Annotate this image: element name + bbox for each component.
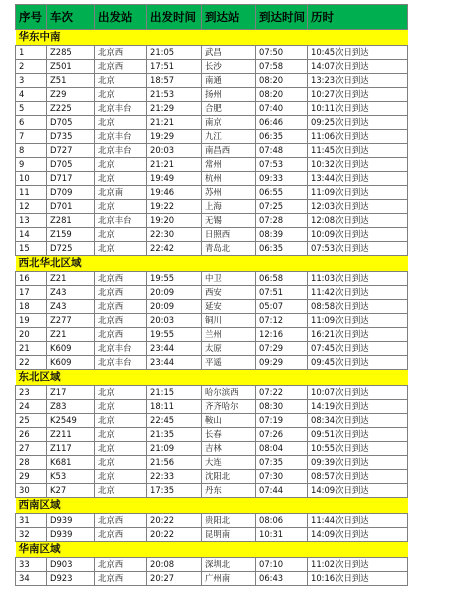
arrive-station: 常州 [202, 158, 256, 172]
arrive-station: 哈尔滨西 [202, 386, 256, 400]
table-row [16, 428, 408, 442]
row-index: 4 [16, 88, 47, 102]
duration: 08:34次日到达 [308, 414, 408, 428]
depart-station: 北京 [95, 470, 147, 484]
arrive-time: 06:35 [256, 130, 308, 144]
table-row [16, 144, 408, 158]
arrive-station: 苏州 [202, 186, 256, 200]
arrive-time: 07:48 [256, 144, 308, 158]
table-row [16, 130, 408, 144]
table-row [16, 228, 408, 242]
arrive-station: 九江 [202, 130, 256, 144]
row-index: 23 [16, 386, 47, 400]
arrive-station: 武昌 [202, 46, 256, 60]
depart-time: 21:53 [147, 88, 202, 102]
arrive-station: 大连 [202, 456, 256, 470]
table-row [16, 314, 408, 328]
depart-station: 北京西 [95, 272, 147, 286]
train-number: D903 [47, 558, 95, 572]
arrive-station: 沈阳北 [202, 470, 256, 484]
depart-station: 北京 [95, 172, 147, 186]
train-number: Z43 [47, 286, 95, 300]
train-number: Z159 [47, 228, 95, 242]
arrive-station: 太原 [202, 342, 256, 356]
row-index: 29 [16, 470, 47, 484]
depart-station: 北京 [95, 116, 147, 130]
arrive-station: 南京 [202, 116, 256, 130]
depart-station: 北京 [95, 400, 147, 414]
arrive-station: 青岛北 [202, 242, 256, 256]
row-index: 7 [16, 130, 47, 144]
depart-time: 22:33 [147, 470, 202, 484]
row-index: 21 [16, 342, 47, 356]
train-number: Z211 [47, 428, 95, 442]
arrive-station: 西安 [202, 286, 256, 300]
arrive-time: 07:50 [256, 46, 308, 60]
duration: 08:58次日到达 [308, 300, 408, 314]
arrive-time: 07:25 [256, 200, 308, 214]
arrive-station: 延安 [202, 300, 256, 314]
depart-time: 18:11 [147, 400, 202, 414]
duration: 12:08次日到达 [308, 214, 408, 228]
section-title: 西北华北区域 [16, 256, 408, 272]
depart-time: 20:03 [147, 144, 202, 158]
depart-time: 21:56 [147, 456, 202, 470]
train-number: K53 [47, 470, 95, 484]
row-index: 6 [16, 116, 47, 130]
row-index: 27 [16, 442, 47, 456]
arrive-time: 07:51 [256, 286, 308, 300]
train-number: K609 [47, 356, 95, 370]
depart-station: 北京西 [95, 528, 147, 542]
section-row [16, 370, 408, 386]
depart-station: 北京 [95, 414, 147, 428]
train-schedule-sheet [15, 4, 407, 586]
train-number: Z21 [47, 272, 95, 286]
depart-station: 北京 [95, 88, 147, 102]
table-row [16, 200, 408, 214]
arrive-time: 07:26 [256, 428, 308, 442]
table-row [16, 242, 408, 256]
depart-station: 北京 [95, 442, 147, 456]
arrive-time: 05:07 [256, 300, 308, 314]
depart-time: 23:44 [147, 356, 202, 370]
arrive-station: 铜川 [202, 314, 256, 328]
duration: 08:57次日到达 [308, 470, 408, 484]
duration: 10:27次日到达 [308, 88, 408, 102]
table-row [16, 400, 408, 414]
train-number: K681 [47, 456, 95, 470]
row-index: 22 [16, 356, 47, 370]
duration: 11:03次日到达 [308, 272, 408, 286]
row-index: 20 [16, 328, 47, 342]
row-index: 1 [16, 46, 47, 60]
header-arrive-time: 到达时间 [256, 5, 308, 30]
table-row [16, 46, 408, 60]
duration: 11:09次日到达 [308, 186, 408, 200]
section-title: 西南区域 [16, 498, 408, 514]
duration: 11:45次日到达 [308, 144, 408, 158]
table-row [16, 88, 408, 102]
train-number: Z17 [47, 386, 95, 400]
table-row [16, 158, 408, 172]
depart-station: 北京 [95, 228, 147, 242]
depart-time: 21:21 [147, 158, 202, 172]
train-number: Z285 [47, 46, 95, 60]
depart-station: 北京丰台 [95, 102, 147, 116]
arrive-time: 07:44 [256, 484, 308, 498]
table-row [16, 286, 408, 300]
train-number: D709 [47, 186, 95, 200]
section-title: 华南区域 [16, 542, 408, 558]
table-row [16, 214, 408, 228]
depart-station: 北京西 [95, 314, 147, 328]
depart-time: 22:30 [147, 228, 202, 242]
depart-time: 20:09 [147, 300, 202, 314]
depart-station: 北京西 [95, 328, 147, 342]
duration: 11:06次日到达 [308, 130, 408, 144]
train-number: K2549 [47, 414, 95, 428]
depart-time: 18:57 [147, 74, 202, 88]
train-number: Z225 [47, 102, 95, 116]
train-number: D735 [47, 130, 95, 144]
row-index: 30 [16, 484, 47, 498]
row-index: 15 [16, 242, 47, 256]
train-number: D939 [47, 528, 95, 542]
depart-time: 20:09 [147, 286, 202, 300]
row-index: 17 [16, 286, 47, 300]
header-index: 序号 [16, 5, 47, 30]
arrive-time: 07:22 [256, 386, 308, 400]
depart-time: 20:27 [147, 572, 202, 586]
arrive-station: 吉林 [202, 442, 256, 456]
table-row [16, 514, 408, 528]
arrive-station: 平遥 [202, 356, 256, 370]
depart-station: 北京 [95, 158, 147, 172]
depart-station: 北京西 [95, 572, 147, 586]
table-row [16, 74, 408, 88]
duration: 09:25次日到达 [308, 116, 408, 130]
depart-station: 北京西 [95, 286, 147, 300]
arrive-time: 08:06 [256, 514, 308, 528]
arrive-station: 合肥 [202, 102, 256, 116]
depart-station: 北京南 [95, 186, 147, 200]
arrive-station: 广州南 [202, 572, 256, 586]
arrive-time: 06:58 [256, 272, 308, 286]
depart-time: 20:22 [147, 528, 202, 542]
row-index: 14 [16, 228, 47, 242]
depart-station: 北京丰台 [95, 144, 147, 158]
depart-time: 19:20 [147, 214, 202, 228]
depart-station: 北京西 [95, 60, 147, 74]
duration: 09:51次日到达 [308, 428, 408, 442]
train-number: Z51 [47, 74, 95, 88]
depart-station: 北京 [95, 456, 147, 470]
train-number: D939 [47, 514, 95, 528]
depart-time: 20:22 [147, 514, 202, 528]
row-index: 12 [16, 200, 47, 214]
row-index: 11 [16, 186, 47, 200]
arrive-station: 南通 [202, 74, 256, 88]
depart-time: 23:44 [147, 342, 202, 356]
row-index: 13 [16, 214, 47, 228]
duration: 14:09次日到达 [308, 528, 408, 542]
header-duration: 历时 [308, 5, 408, 30]
row-index: 28 [16, 456, 47, 470]
arrive-station: 杭州 [202, 172, 256, 186]
depart-time: 22:42 [147, 242, 202, 256]
arrive-station: 上海 [202, 200, 256, 214]
arrive-station: 长沙 [202, 60, 256, 74]
depart-station: 北京 [95, 386, 147, 400]
arrive-station: 齐齐哈尔 [202, 400, 256, 414]
depart-time: 21:29 [147, 102, 202, 116]
duration: 07:53次日到达 [308, 242, 408, 256]
header-train: 车次 [47, 5, 95, 30]
train-number: D923 [47, 572, 95, 586]
train-number: K27 [47, 484, 95, 498]
depart-time: 20:03 [147, 314, 202, 328]
train-number: D705 [47, 158, 95, 172]
table-row [16, 572, 408, 586]
arrive-time: 10:31 [256, 528, 308, 542]
arrive-station: 兰州 [202, 328, 256, 342]
table-row [16, 172, 408, 186]
schedule-body [16, 30, 408, 586]
row-index: 32 [16, 528, 47, 542]
duration: 10:09次日到达 [308, 228, 408, 242]
depart-time: 19:29 [147, 130, 202, 144]
row-index: 33 [16, 558, 47, 572]
arrive-time: 06:35 [256, 242, 308, 256]
duration: 12:03次日到达 [308, 200, 408, 214]
table-row [16, 102, 408, 116]
depart-time: 21:09 [147, 442, 202, 456]
row-index: 5 [16, 102, 47, 116]
table-row [16, 528, 408, 542]
section-row [16, 30, 408, 46]
row-index: 8 [16, 144, 47, 158]
depart-time: 22:45 [147, 414, 202, 428]
arrive-time: 07:40 [256, 102, 308, 116]
row-index: 24 [16, 400, 47, 414]
depart-station: 北京 [95, 428, 147, 442]
train-number: Z281 [47, 214, 95, 228]
depart-time: 19:22 [147, 200, 202, 214]
section-row [16, 542, 408, 558]
duration: 10:16次日到达 [308, 572, 408, 586]
duration: 11:02次日到达 [308, 558, 408, 572]
train-number: D727 [47, 144, 95, 158]
arrive-station: 无锡 [202, 214, 256, 228]
arrive-time: 09:29 [256, 356, 308, 370]
train-number: Z277 [47, 314, 95, 328]
table-row [16, 442, 408, 456]
train-number: Z43 [47, 300, 95, 314]
arrive-time: 06:43 [256, 572, 308, 586]
header-depart-time: 出发时间 [147, 5, 202, 30]
row-index: 18 [16, 300, 47, 314]
arrive-station: 贵阳北 [202, 514, 256, 528]
depart-station: 北京西 [95, 514, 147, 528]
duration: 14:07次日到达 [308, 60, 408, 74]
arrive-time: 08:20 [256, 88, 308, 102]
table-row [16, 356, 408, 370]
row-index: 34 [16, 572, 47, 586]
duration: 11:44次日到达 [308, 514, 408, 528]
duration: 14:19次日到达 [308, 400, 408, 414]
train-number: Z29 [47, 88, 95, 102]
duration: 13:44次日到达 [308, 172, 408, 186]
arrive-station: 扬州 [202, 88, 256, 102]
duration: 09:39次日到达 [308, 456, 408, 470]
depart-station: 北京丰台 [95, 214, 147, 228]
depart-station: 北京丰台 [95, 342, 147, 356]
arrive-time: 08:04 [256, 442, 308, 456]
row-index: 16 [16, 272, 47, 286]
arrive-time: 07:10 [256, 558, 308, 572]
row-index: 9 [16, 158, 47, 172]
arrive-station: 长春 [202, 428, 256, 442]
duration: 10:07次日到达 [308, 386, 408, 400]
table-row [16, 272, 408, 286]
arrive-time: 12:16 [256, 328, 308, 342]
arrive-time: 07:28 [256, 214, 308, 228]
header-row [16, 5, 408, 30]
table-row [16, 558, 408, 572]
section-row [16, 256, 408, 272]
arrive-time: 07:19 [256, 414, 308, 428]
table-row [16, 386, 408, 400]
arrive-time: 06:46 [256, 116, 308, 130]
arrive-station: 南昌西 [202, 144, 256, 158]
arrive-time: 07:12 [256, 314, 308, 328]
table-row [16, 456, 408, 470]
table-row [16, 414, 408, 428]
depart-station: 北京 [95, 484, 147, 498]
depart-time: 19:46 [147, 186, 202, 200]
row-index: 25 [16, 414, 47, 428]
depart-station: 北京 [95, 200, 147, 214]
section-title: 东北区域 [16, 370, 408, 386]
train-number: Z501 [47, 60, 95, 74]
table-row [16, 116, 408, 130]
depart-time: 21:21 [147, 116, 202, 130]
header-arrive-station: 到达站 [202, 5, 256, 30]
row-index: 10 [16, 172, 47, 186]
arrive-time: 07:29 [256, 342, 308, 356]
train-number: D705 [47, 116, 95, 130]
arrive-station: 中卫 [202, 272, 256, 286]
arrive-time: 08:30 [256, 400, 308, 414]
arrive-station: 昆明南 [202, 528, 256, 542]
arrive-time: 08:39 [256, 228, 308, 242]
section-row [16, 498, 408, 514]
table-row [16, 328, 408, 342]
row-index: 2 [16, 60, 47, 74]
duration: 09:45次日到达 [308, 356, 408, 370]
depart-time: 17:35 [147, 484, 202, 498]
train-number: K609 [47, 342, 95, 356]
depart-time: 20:08 [147, 558, 202, 572]
row-index: 26 [16, 428, 47, 442]
duration: 11:42次日到达 [308, 286, 408, 300]
duration: 11:09次日到达 [308, 314, 408, 328]
arrive-time: 07:35 [256, 456, 308, 470]
arrive-time: 07:58 [256, 60, 308, 74]
row-index: 19 [16, 314, 47, 328]
arrive-time: 09:33 [256, 172, 308, 186]
depart-station: 北京丰台 [95, 130, 147, 144]
duration: 10:11次日到达 [308, 102, 408, 116]
table-row [16, 470, 408, 484]
depart-station: 北京丰台 [95, 356, 147, 370]
row-index: 31 [16, 514, 47, 528]
arrive-station: 鞍山 [202, 414, 256, 428]
depart-time: 21:05 [147, 46, 202, 60]
table-row [16, 484, 408, 498]
depart-time: 19:55 [147, 272, 202, 286]
duration: 16:21次日到达 [308, 328, 408, 342]
train-schedule-table [15, 4, 408, 586]
train-number: D701 [47, 200, 95, 214]
header-depart-station: 出发站 [95, 5, 147, 30]
arrive-time: 07:53 [256, 158, 308, 172]
duration: 10:32次日到达 [308, 158, 408, 172]
train-number: D725 [47, 242, 95, 256]
row-index: 3 [16, 74, 47, 88]
duration: 10:45次日到达 [308, 46, 408, 60]
depart-station: 北京西 [95, 300, 147, 314]
depart-time: 19:49 [147, 172, 202, 186]
arrive-time: 06:55 [256, 186, 308, 200]
depart-station: 北京西 [95, 558, 147, 572]
train-number: Z21 [47, 328, 95, 342]
duration: 14:09次日到达 [308, 484, 408, 498]
train-number: Z117 [47, 442, 95, 456]
table-row [16, 342, 408, 356]
duration: 13:23次日到达 [308, 74, 408, 88]
table-row [16, 300, 408, 314]
table-row [16, 60, 408, 74]
train-number: Z83 [47, 400, 95, 414]
arrive-time: 07:30 [256, 470, 308, 484]
depart-station: 北京 [95, 74, 147, 88]
duration: 07:45次日到达 [308, 342, 408, 356]
arrive-station: 日照西 [202, 228, 256, 242]
arrive-station: 深圳北 [202, 558, 256, 572]
arrive-station: 丹东 [202, 484, 256, 498]
depart-time: 21:15 [147, 386, 202, 400]
depart-time: 19:55 [147, 328, 202, 342]
depart-station: 北京西 [95, 46, 147, 60]
section-title: 华东中南 [16, 30, 408, 46]
duration: 10:55次日到达 [308, 442, 408, 456]
depart-time: 17:51 [147, 60, 202, 74]
train-number: D717 [47, 172, 95, 186]
table-row [16, 186, 408, 200]
depart-station: 北京 [95, 242, 147, 256]
arrive-time: 08:20 [256, 74, 308, 88]
depart-time: 21:35 [147, 428, 202, 442]
